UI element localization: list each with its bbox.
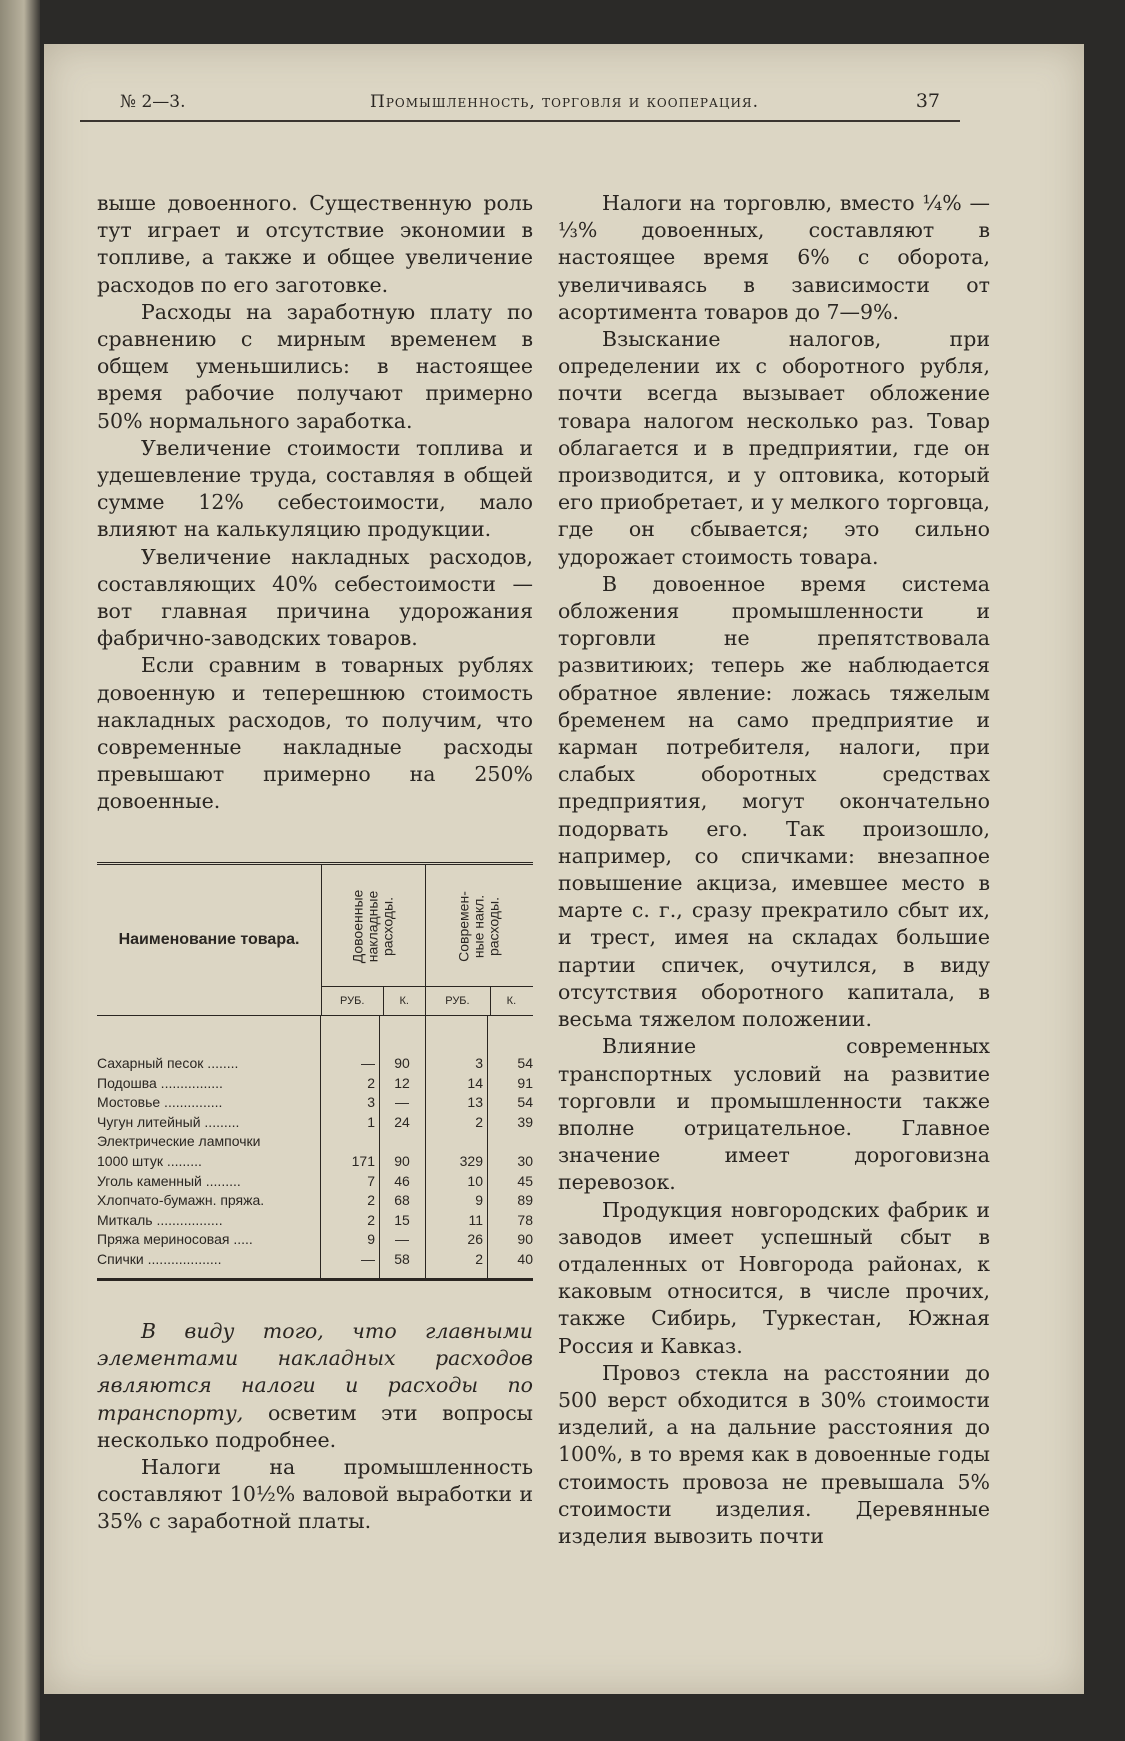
right-column bbox=[558, 190, 990, 1550]
table-cell-k1: 24 bbox=[394, 1113, 410, 1130]
table-body bbox=[97, 1016, 533, 1281]
table-cell-k2: 39 bbox=[517, 1113, 533, 1130]
paragraph: Увеличение стоимости топлива и удешевление труда, составляя в общей сумме 12% себестоимости, мало влияют на калькуляцию продукции. bbox=[97, 435, 533, 542]
table-cell-name: Спички ................... bbox=[97, 1250, 222, 1267]
table-cell-r2: 3 bbox=[475, 1055, 483, 1071]
column-header-current: Современ- ные накл. расходы. bbox=[455, 890, 502, 962]
table-cell-name: Мостовье ............... bbox=[97, 1094, 223, 1111]
table-row bbox=[97, 1191, 533, 1211]
paragraph: Провоз стекла на расстоянии до 500 верст обходится в 30% стоимости изделий, а на дальние расстояния до 100%, в то время как в довоенные годы стоимость провоза не превышала 5% стоимости изделия. Деревянные изделия вывозить почти bbox=[558, 1360, 990, 1548]
page-header bbox=[80, 86, 960, 122]
unit-rub: РУБ. bbox=[425, 987, 491, 1015]
table-cell-r1: 2 bbox=[367, 1074, 375, 1091]
table-cell-name: Сахарный песок ........ bbox=[97, 1055, 239, 1071]
unit-kop: К. bbox=[506, 995, 517, 1007]
table-row bbox=[97, 1172, 533, 1192]
paragraph: Налоги на промышленность составляют 10½% валовой выработки и 35% с заработной платы. bbox=[97, 1455, 533, 1534]
table-cell-name: Уголь каменный ......... bbox=[97, 1172, 241, 1189]
column-header-name: Наименование товара. bbox=[97, 865, 322, 1015]
unit-kop: К. bbox=[399, 995, 409, 1007]
table-cell-k1: 12 bbox=[394, 1074, 410, 1091]
paragraph: В довоенное время система обложения промышленности и торговли не препятствовала развитиюих; теперь же наблюдается обратное явление: ложась тяжелым бременем на само предприятие и карман потребителя, налоги, при слабых оборотных средствах предприятия, могут окончательно подорвать его. Так произошло, например, со спичками: внезапное повышение акциза, имевшее место в марте с. г., сразу прекратило сбыт их, и трест, имея на складах большие партии спичек, очутился, в виду отсутствия оборотного капитала, в весьма тяжелом положении. bbox=[558, 571, 990, 1032]
table-cell-r2: 9 bbox=[475, 1192, 483, 1209]
table-cell-name: Пряжа мериносовая ..... bbox=[97, 1231, 253, 1248]
page-number: 37 bbox=[915, 90, 940, 112]
table-row bbox=[97, 1113, 533, 1133]
table-cell-k2: 40 bbox=[517, 1250, 533, 1267]
table-cell-r1: 7 bbox=[367, 1172, 375, 1189]
table-cell-r2: 10 bbox=[467, 1172, 483, 1189]
table-cell-k2: 45 bbox=[517, 1172, 533, 1189]
table-row bbox=[97, 1054, 533, 1074]
table-cell-k1: 46 bbox=[394, 1172, 410, 1189]
table-cell-r2: 14 bbox=[467, 1074, 483, 1091]
paragraph: Налоги на торговлю, вместо ¼% — ⅓% довоенных, составляют в настоящее время 6% с оборота, увеличиваясь в зависимости от асортимента товаров до 7—9%. bbox=[558, 191, 990, 324]
table-cell-r1: 3 bbox=[367, 1094, 375, 1111]
running-title: Промышленность, торговля и кооперация. bbox=[370, 92, 760, 112]
table-row bbox=[97, 1230, 533, 1250]
table-cell-k1: — bbox=[395, 1231, 409, 1248]
italic-lead: В виду того, что главными элементами накладных расходов являются налоги и расходы по транспорту, bbox=[97, 1319, 533, 1425]
unit-rub: РУБ. bbox=[321, 987, 384, 1015]
left-column bbox=[97, 190, 533, 816]
table-cell-k2: 54 bbox=[517, 1055, 533, 1071]
table-row bbox=[97, 1211, 533, 1231]
paragraph: выше довоенного. Существенную роль тут играет и отсутствие экономии в топливе, а также и общее увеличение расходов по его заготовке. bbox=[97, 191, 533, 297]
table-cell-r1: — bbox=[361, 1055, 375, 1071]
table-cell-name: Электрические лампочки bbox=[97, 1133, 261, 1150]
table-row bbox=[97, 1250, 533, 1270]
table-cell-k1: 68 bbox=[394, 1192, 410, 1209]
overhead-costs-table bbox=[97, 862, 533, 1281]
adjacent-page-edge bbox=[0, 0, 40, 1741]
table-cell-k2: 78 bbox=[517, 1211, 533, 1228]
table-row bbox=[97, 1093, 533, 1113]
table-cell-name: Хлопчато-бумажн. пряжа. bbox=[97, 1192, 265, 1209]
issue-number: № 2—3. bbox=[120, 92, 186, 112]
table-cell-r1: 2 bbox=[367, 1192, 375, 1209]
table-cell-k1: 15 bbox=[394, 1211, 410, 1228]
paragraph: Продукция новгородских фабрик и заводов имеет успешный сбыт в отдаленных от Новгорода районах, к каковым относится, в числе прочих, также Сибирь, Туркестан, Южная Россия и Кавказ. bbox=[558, 1197, 990, 1358]
table-cell-r1: 171 bbox=[351, 1152, 375, 1169]
table-cell-r2: 2 bbox=[475, 1250, 483, 1267]
table-cell-name: Миткаль ................. bbox=[97, 1211, 223, 1228]
paragraph: Влияние современных транспортных условий на развитие торговли и промышленности также вполне отрицательное. Главное значение имеет дороговизна перевозок. bbox=[558, 1034, 990, 1195]
table-cell-name: 1000 штук ......... bbox=[97, 1152, 202, 1169]
table-cell-k2: 30 bbox=[517, 1152, 533, 1169]
table-cell-k2: 91 bbox=[517, 1074, 533, 1091]
table-cell-k1: — bbox=[395, 1094, 409, 1111]
table-header bbox=[97, 865, 533, 1016]
table-row bbox=[97, 1132, 533, 1152]
table-cell-r2: 11 bbox=[468, 1211, 483, 1228]
left-column-continued bbox=[97, 1318, 533, 1536]
table-cell-name: Чугун литейный ......... bbox=[97, 1113, 240, 1130]
table-cell-r2: 26 bbox=[467, 1231, 483, 1248]
table-cell-r1: 1 bbox=[367, 1113, 375, 1130]
paragraph: Расходы на заработную плату по сравнению с мирным временем в общем уменьшились: в настоящее время рабочие получают примерно 50% нормального заработка. bbox=[97, 299, 533, 433]
table-cell-k1: 58 bbox=[394, 1250, 410, 1267]
table-row bbox=[97, 1152, 533, 1172]
table-cell-name: Подошва ................ bbox=[97, 1074, 223, 1091]
column-group-prewar bbox=[321, 865, 426, 1015]
table-cell-k2: 90 bbox=[517, 1231, 533, 1248]
table-cell-k1: 90 bbox=[394, 1055, 410, 1071]
column-group-current bbox=[425, 865, 533, 1015]
paragraph-rest: осветим эти вопросы несколько подробнее. bbox=[97, 1400, 533, 1452]
table-cell-r1: 2 bbox=[367, 1211, 375, 1228]
paragraph: Увеличение накладных расходов, составляющих 40% себестоимости — вот главная причина удорожания фабрично-заводских товаров. bbox=[97, 544, 533, 651]
paragraph bbox=[97, 1318, 533, 1454]
table-cell-k2: 54 bbox=[517, 1094, 533, 1111]
table-cell-r2: 13 bbox=[467, 1094, 483, 1111]
table-cell-k1: 90 bbox=[394, 1152, 410, 1169]
table-cell-r2: 2 bbox=[475, 1113, 483, 1130]
table-cell-r2: 329 bbox=[459, 1152, 483, 1169]
paragraph: Взыскание налогов, при определении их с оборотного рубля, почти всегда вызывает обложение товара налогом несколько раз. Товар облагается и в предприятии, где он производится, и у оптовика, который его приобретает, и у мелкого торговца, где он сбывается; это сильно удорожает стоимость товара. bbox=[558, 327, 990, 569]
table-cell-r1: — bbox=[361, 1250, 375, 1267]
paragraph: Если сравним в товарных рублях довоенную и теперешнюю стоимость накладных расходов, то получим, что современные накладные расходы превышают примерно на 250% довоенные. bbox=[97, 653, 533, 814]
column-header-prewar: Довоенные накладные расходы. bbox=[349, 889, 396, 963]
table-cell-r1: 9 bbox=[367, 1231, 375, 1248]
table-cell-k2: 89 bbox=[517, 1192, 533, 1209]
table-row bbox=[97, 1074, 533, 1094]
